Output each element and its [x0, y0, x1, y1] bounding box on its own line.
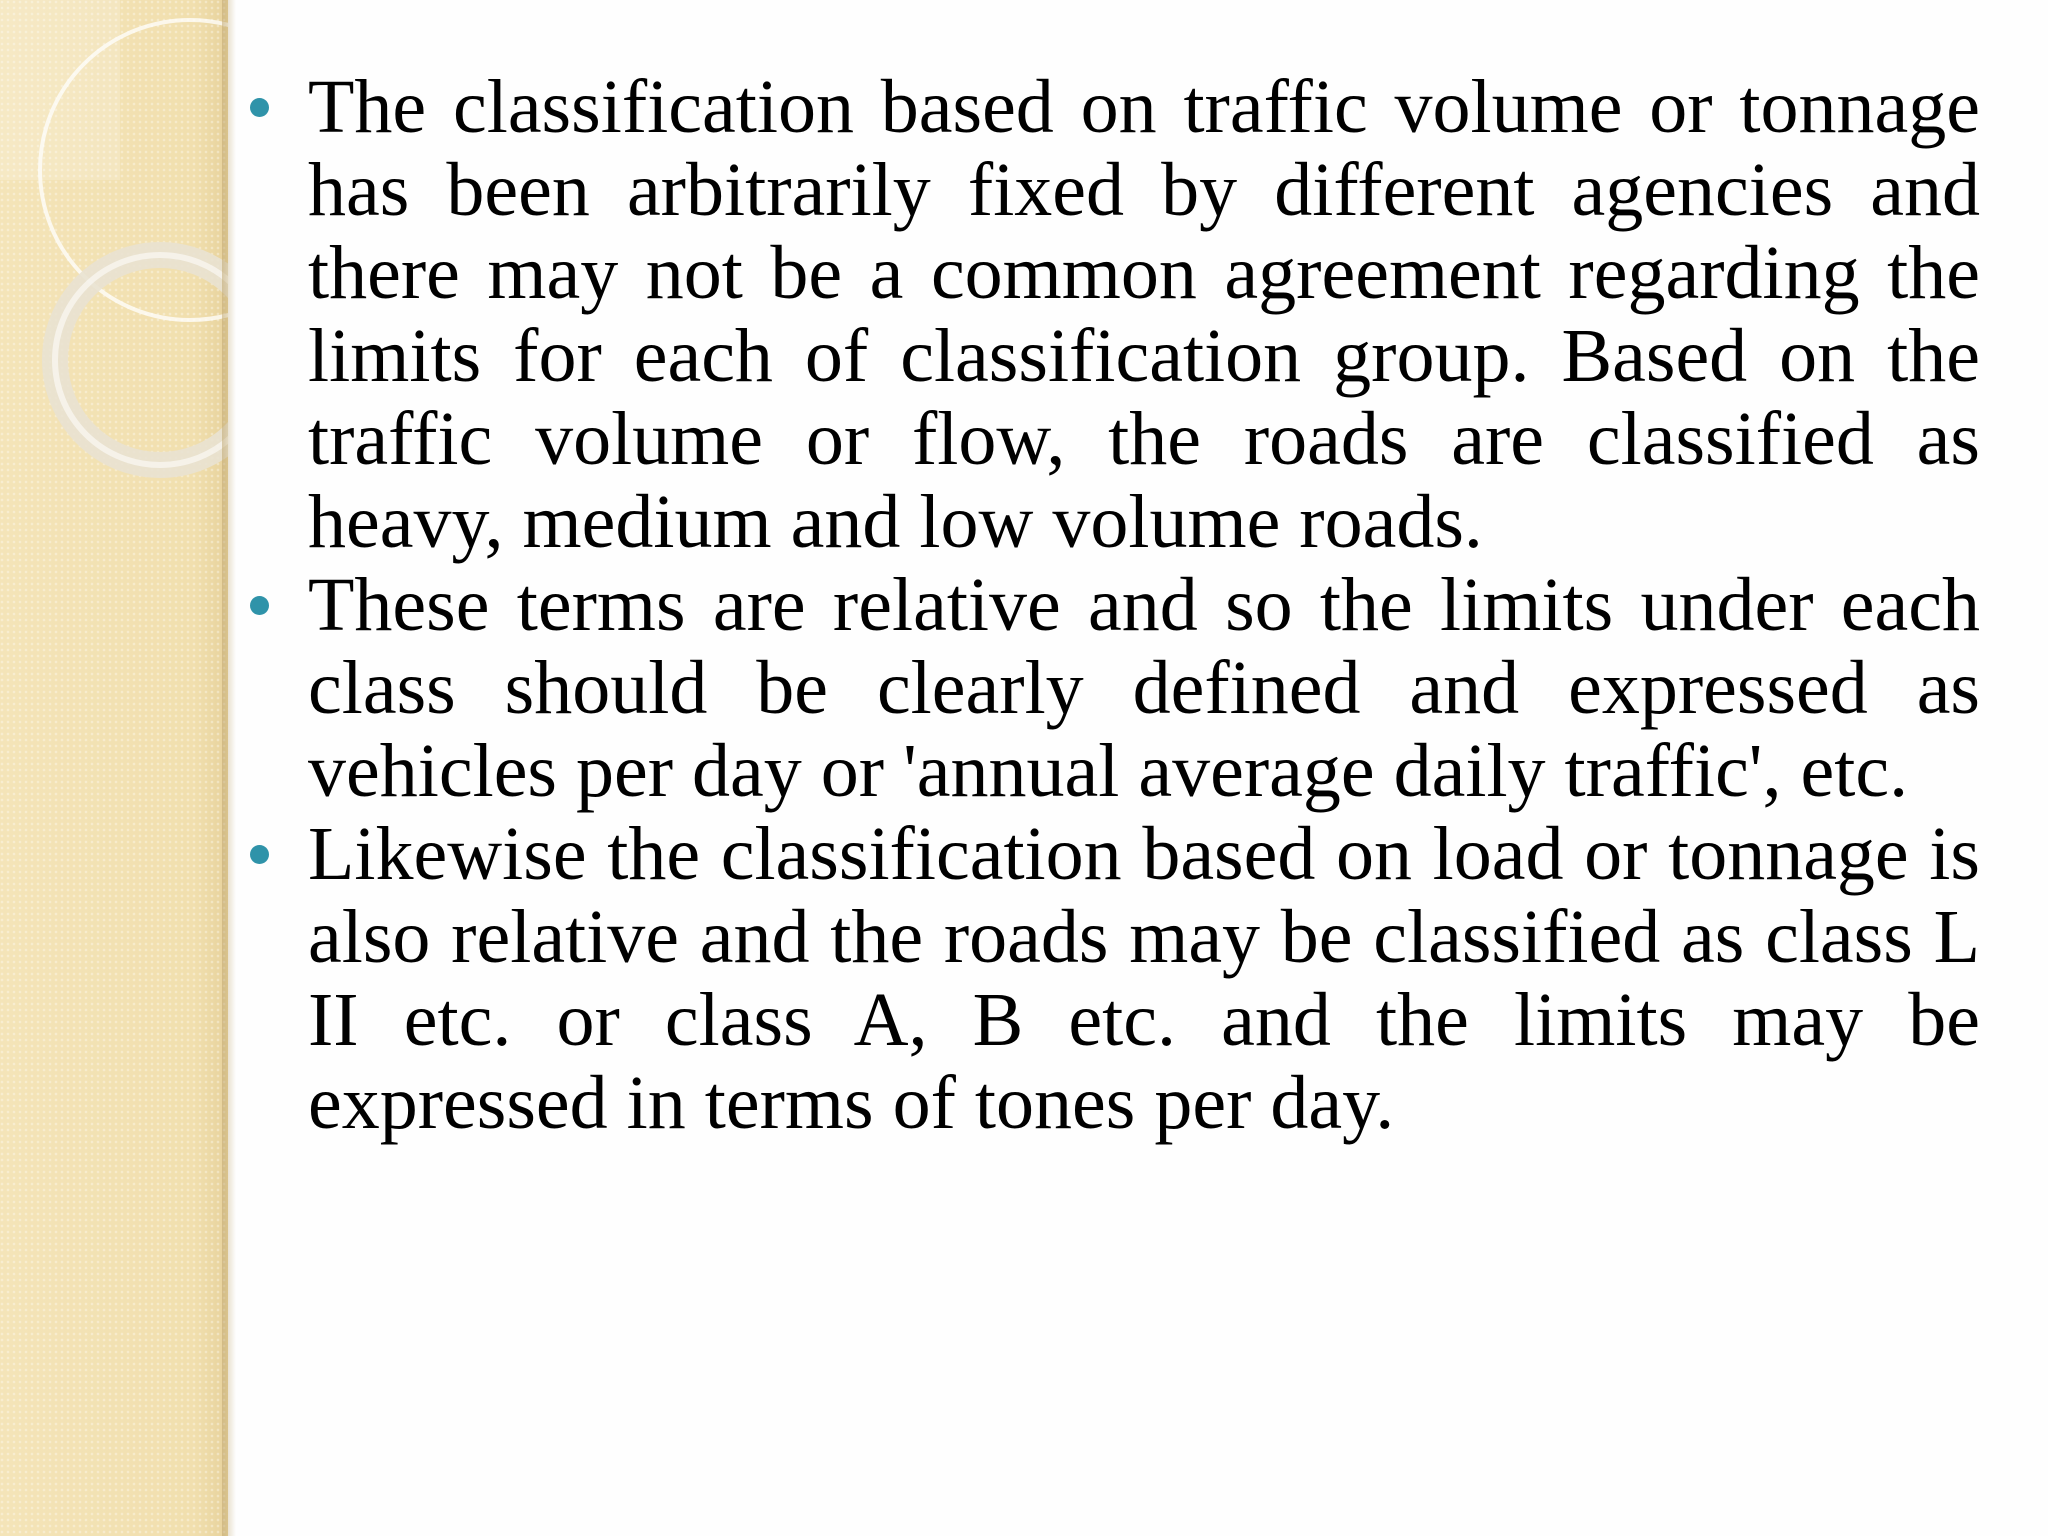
bullet-text: These terms are relative and so the limits under each class should be clearly defined and expressed as vehicles per day or 'annual average daily traffic', etc. [308, 563, 1980, 813]
bullet-dot-icon [250, 845, 269, 864]
bullet-text: The classification based on traffic volume or tonnage has been arbitrarily fixed by different agencies and there may not be a common agreement regarding the limits for each of classification group. Based on the traffic volume or flow, the roads are classified as heavy, medium and low volume roads. [308, 65, 1980, 564]
bullet-item [240, 813, 1980, 1145]
decorative-side-panel [0, 0, 228, 1536]
bullet-dot-icon [250, 98, 269, 117]
bullet-item [240, 66, 1980, 564]
light-corner-block [0, 0, 120, 180]
bullet-text: Likewise the classification based on load or tonnage is also relative and the roads may be classified as class L II etc. or class A, B etc. and the limits may be expressed in terms of tones per day. [308, 812, 1980, 1145]
medium-ring-highlight [55, 255, 228, 465]
bullet-dot-icon [250, 596, 269, 615]
side-panel-shadow [222, 0, 236, 1536]
bullet-list [240, 66, 1980, 1145]
bullet-item [240, 564, 1980, 813]
decorative-rings [0, 0, 228, 1536]
